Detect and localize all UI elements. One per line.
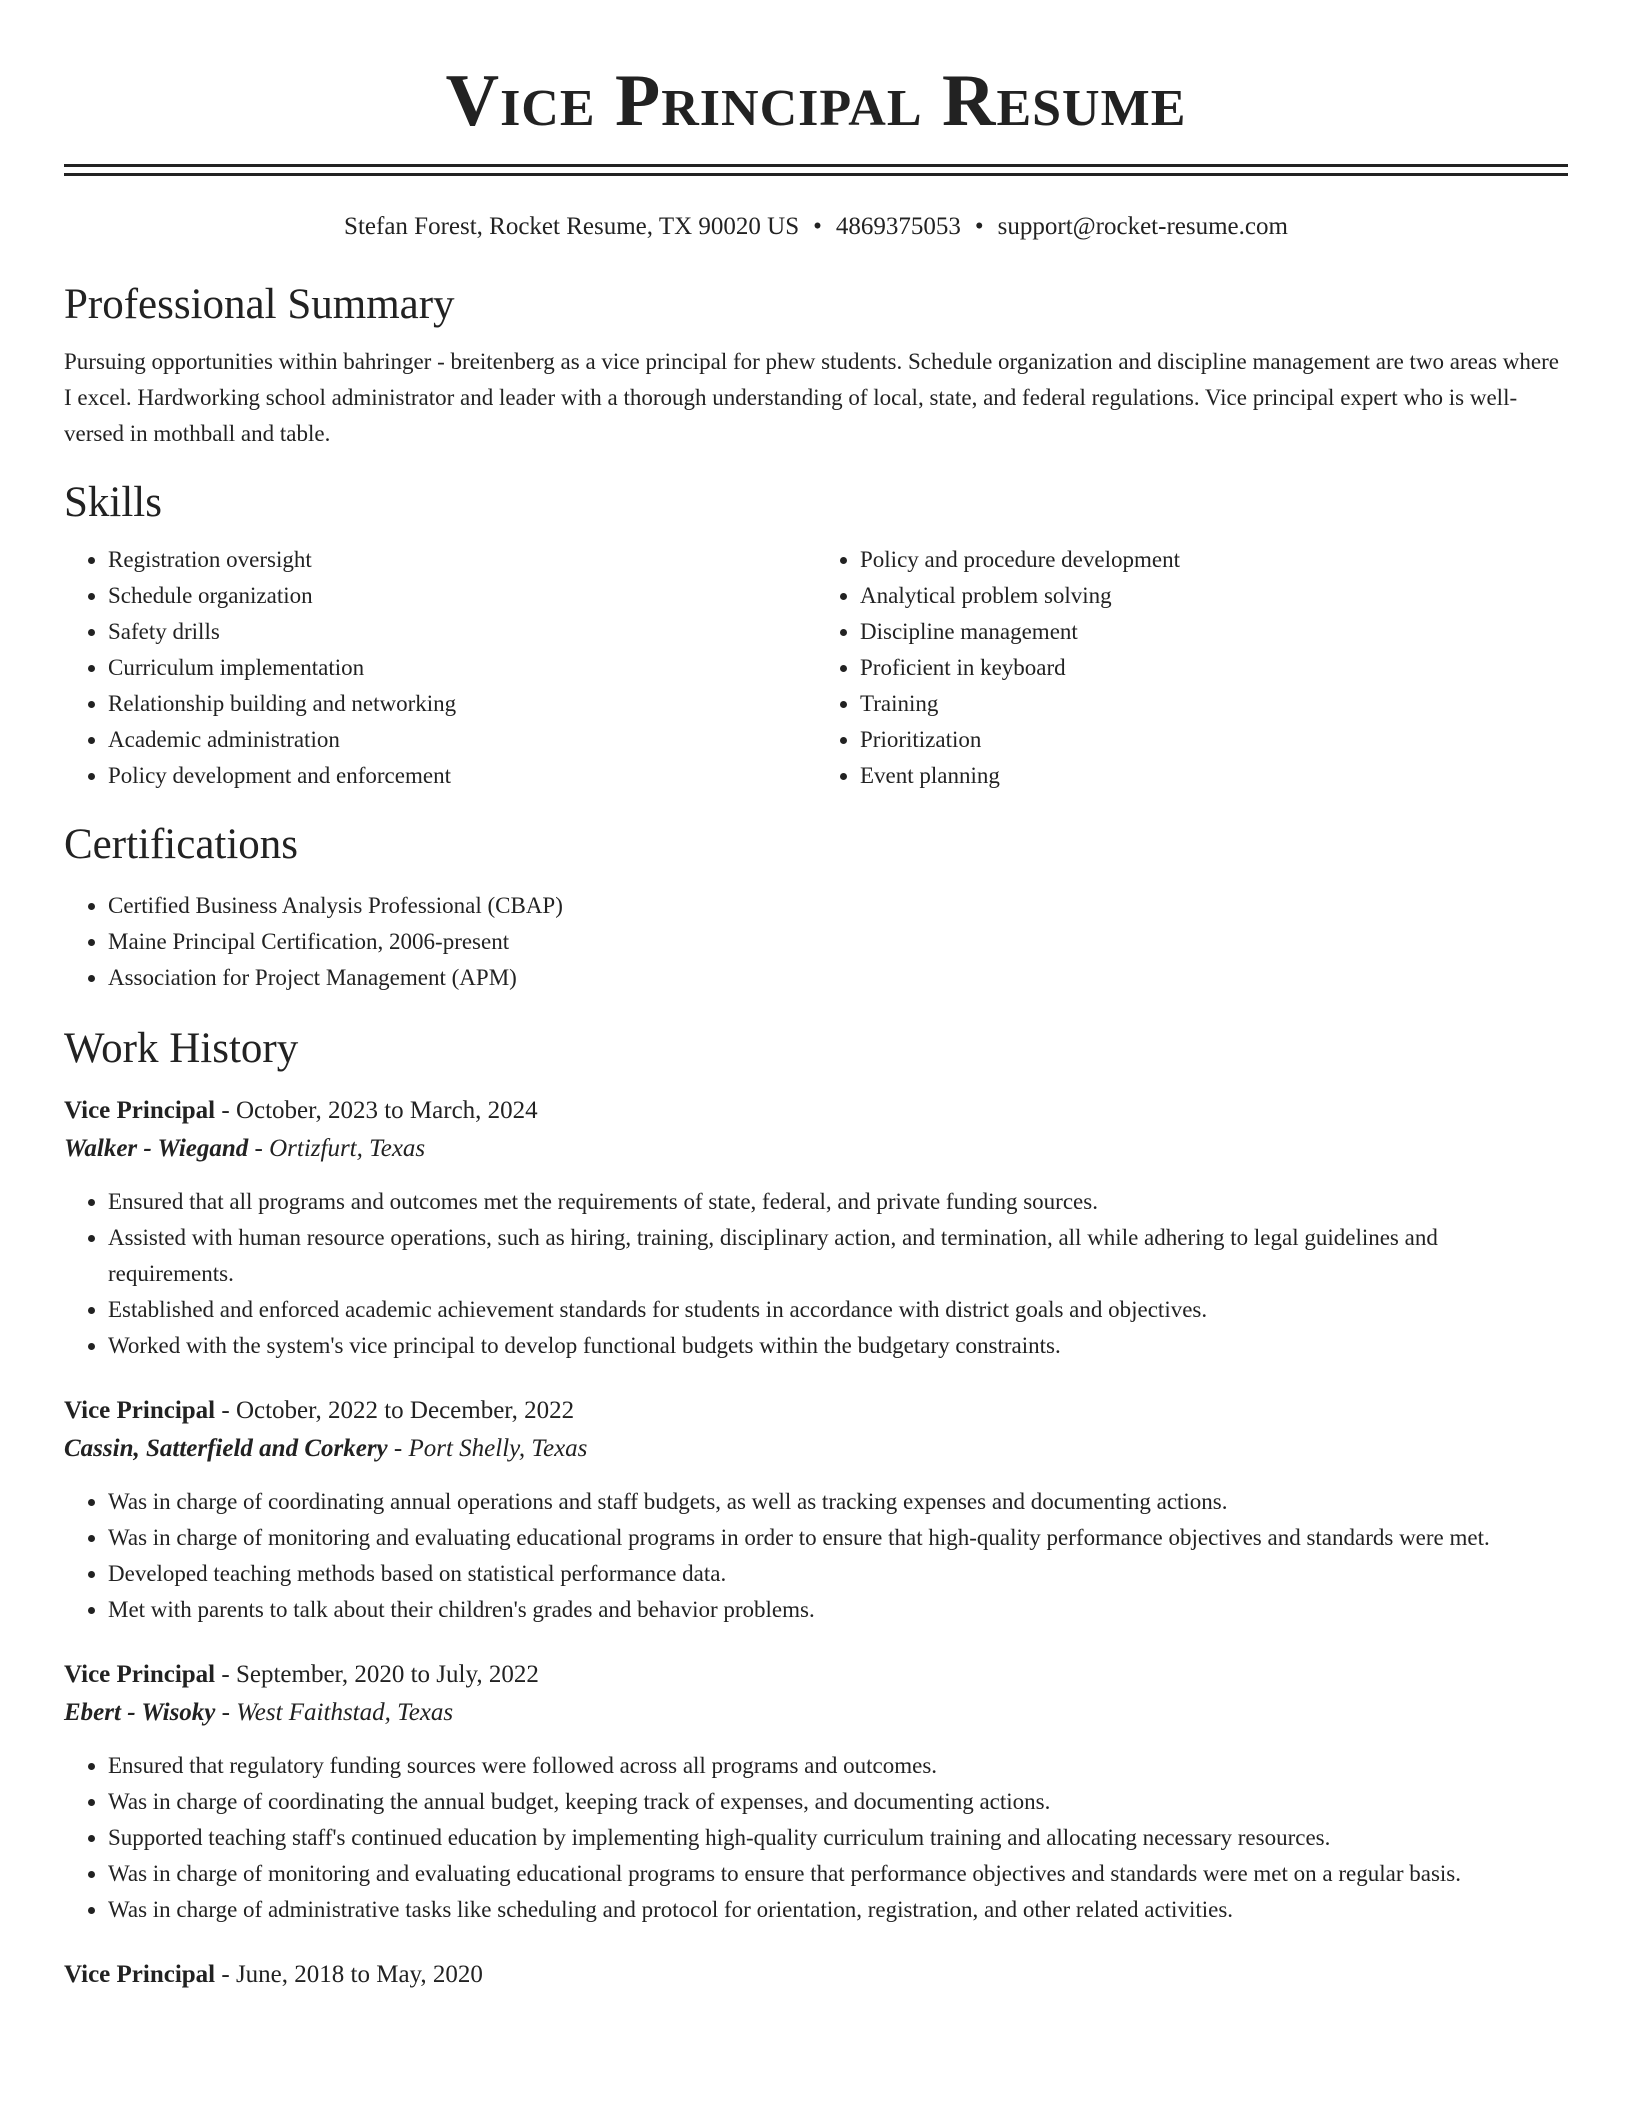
- contact-separator: •: [813, 213, 822, 240]
- skill-item: • Proficient in keyboard: [860, 650, 1568, 686]
- job-entry: [64, 1656, 1568, 1928]
- skill-item: • Discipline management: [860, 614, 1568, 650]
- job-employer: [64, 1430, 1568, 1468]
- job-bullet: • Supported teaching staff's continued education by implementing high-quality curriculum training and allocating necessary resources.: [108, 1820, 1568, 1856]
- job-employer: [64, 1130, 1568, 1168]
- contact-address: Stefan Forest, Rocket Resume, TX 90020 US: [344, 213, 800, 240]
- job-location: - Ortizfurt, Texas: [248, 1135, 426, 1162]
- job-dates: - October, 2022 to December, 2022: [215, 1397, 575, 1424]
- job-header: [64, 1656, 1568, 1694]
- job-bullets: [64, 1184, 1568, 1364]
- work-history-heading: Work History: [64, 1025, 299, 1072]
- summary-text: Pursuing opportunities within bahringer - breitenberg as a vice principal for phew students. Schedule organization and discipline management are two areas where I excel. Hardworking school administrator and leader with a thorough understanding of local, state, and federal regulations. Vice principal expert who is well-versed in mothball and table.: [64, 349, 1559, 446]
- skill-item: • Policy and procedure development: [860, 542, 1568, 578]
- skills-list-right: [816, 542, 1568, 794]
- job-entry: [64, 1956, 1568, 1994]
- skill-item: • Event planning: [860, 758, 1568, 794]
- job-employer: [64, 1694, 1568, 1732]
- job-header: [64, 1392, 1568, 1430]
- skill-item: • Schedule organization: [108, 578, 816, 614]
- skill-item: • Training: [860, 686, 1568, 722]
- job-role: Vice Principal: [64, 1097, 216, 1124]
- job-location: - Port Shelly, Texas: [387, 1435, 588, 1462]
- job-role: Vice Principal: [64, 1397, 216, 1424]
- certification-item: • Maine Principal Certification, 2006-present: [108, 924, 1568, 960]
- contact-phone: 4869375053: [835, 213, 961, 240]
- skill-item: • Analytical problem solving: [860, 578, 1568, 614]
- resume-title: Vice Principal Resume: [445, 60, 1187, 142]
- job-bullets: [64, 1748, 1568, 1928]
- job-bullet: • Was in charge of coordinating the annual budget, keeping track of expenses, and documenting actions.: [108, 1784, 1568, 1820]
- job-dates: - June, 2018 to May, 2020: [215, 1961, 483, 1988]
- contact-line: [64, 212, 1568, 242]
- skills-columns: [64, 542, 1568, 794]
- job-bullets: [64, 1484, 1568, 1628]
- job-bullet: • Was in charge of coordinating annual operations and staff budgets, as well as tracking expenses and documenting actions.: [108, 1484, 1568, 1520]
- skill-item: • Safety drills: [108, 614, 816, 650]
- job-company: Cassin, Satterfield and Corkery: [64, 1435, 388, 1462]
- skills-list-left: [64, 542, 816, 794]
- job-bullet: • Was in charge of administrative tasks like scheduling and protocol for orientation, registration, and other related activities.: [108, 1892, 1568, 1928]
- certification-item: • Association for Project Management (APM): [108, 960, 1568, 996]
- job-entry: [64, 1392, 1568, 1628]
- resume-page: [64, 0, 1568, 1994]
- job-role: Vice Principal: [64, 1661, 216, 1688]
- job-company: Walker - Wiegand: [64, 1135, 249, 1162]
- contact-separator: •: [974, 213, 984, 240]
- job-bullet: • Ensured that regulatory funding sources were followed across all programs and outcomes.: [108, 1748, 1568, 1784]
- title-divider-bottom: [64, 173, 1568, 176]
- job-bullet: • Met with parents to talk about their children's grades and behavior problems.: [108, 1592, 1568, 1628]
- certification-item: • Certified Business Analysis Professional (CBAP): [108, 888, 1568, 924]
- job-location: - West Faithstad, Texas: [215, 1699, 454, 1726]
- job-bullet: • Ensured that all programs and outcomes met the requirements of state, federal, and private funding sources.: [108, 1184, 1568, 1220]
- job-header: [64, 1092, 1568, 1130]
- contact-email: support@rocket-resume.com: [997, 213, 1288, 240]
- summary-heading: Professional Summary: [64, 281, 455, 328]
- job-bullet: • Developed teaching methods based on statistical performance data.: [108, 1556, 1568, 1592]
- skill-item: • Curriculum implementation: [108, 650, 816, 686]
- skill-item: • Prioritization: [860, 722, 1568, 758]
- job-company: Ebert - Wisoky: [64, 1699, 216, 1726]
- certifications-list: [64, 888, 1568, 996]
- job-bullet: • Established and enforced academic achievement standards for students in accordance with district goals and objectives.: [108, 1292, 1568, 1328]
- skill-item: • Registration oversight: [108, 542, 816, 578]
- job-dates: - October, 2023 to March, 2024: [215, 1097, 538, 1124]
- job-role: Vice Principal: [64, 1961, 216, 1988]
- job-bullet: • Was in charge of monitoring and evaluating educational programs to ensure that performance objectives and standards were met on a regular basis.: [108, 1856, 1568, 1892]
- skill-item: • Policy development and enforcement: [108, 758, 816, 794]
- skill-item: • Relationship building and networking: [108, 686, 816, 722]
- job-entry: [64, 1092, 1568, 1364]
- certifications-heading: Certifications: [64, 821, 299, 868]
- skills-heading: Skills: [64, 479, 162, 526]
- title-divider-top: [64, 164, 1568, 167]
- job-header: [64, 1956, 1568, 1994]
- job-dates: - September, 2020 to July, 2022: [215, 1661, 539, 1688]
- skill-item: • Academic administration: [108, 722, 816, 758]
- job-bullet: • Was in charge of monitoring and evaluating educational programs in order to ensure that high-quality performance objectives and standards were met.: [108, 1520, 1568, 1556]
- job-bullet: • Worked with the system's vice principal to develop functional budgets within the budgetary constraints.: [108, 1328, 1568, 1364]
- job-bullet: • Assisted with human resource operations, such as hiring, training, disciplinary action, and termination, all while adhering to legal guidelines and requirements.: [108, 1220, 1568, 1292]
